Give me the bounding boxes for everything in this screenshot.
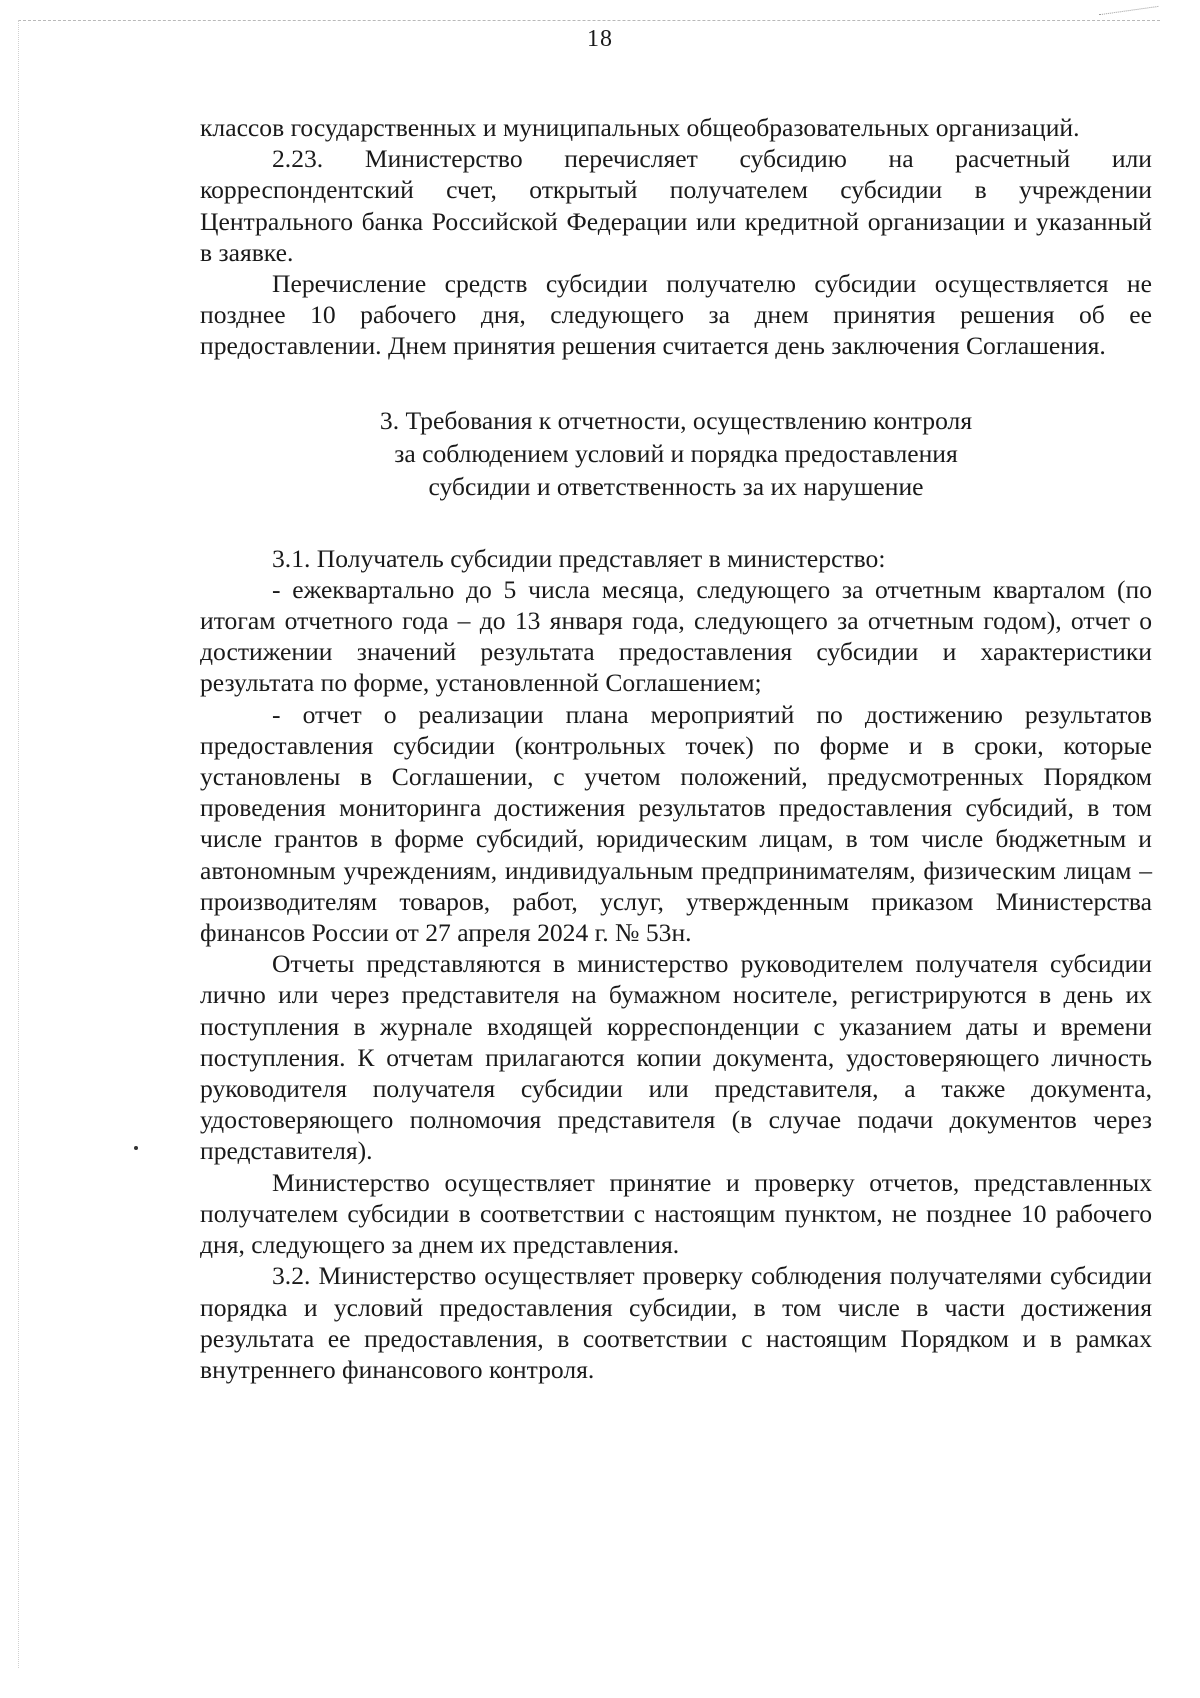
paragraph-report-submission: Отчеты представляются в министерство руководителем получателя субсидии лично или через представителя на бумажном носителе, регистрируются в день их поступления в журнале входящей корреспонденции с указанием даты и времени поступления. К отчетам прилагаются копии документа, удостоверяющего личность руководителя получателя субсидии или представителя, а также документа, удостоверяющего полномочия представителя (в случае подачи документов через представителя). — [200, 949, 1152, 1166]
paragraph-quarterly-report: - ежеквартально до 5 числа месяца, следующего за отчетным кварталом (по итогам отчетного года – до 13 января года, следующего за отчетным годом), отчет о достижении значений результата предоставления субсидии и характеристики результата по форме, установленной Соглашением; — [200, 574, 1152, 698]
page-number: 18 — [587, 26, 613, 52]
paragraph-report-review: Министерство осуществляет принятие и проверку отчетов, представленных получателем субсидии в соответствии с настоящим пунктом, не позднее 10 рабочего дня, следующего за днем их представления. — [200, 1167, 1152, 1260]
paragraph-plan-report: - отчет о реализации плана мероприятий по достижению результатов предоставления субсидии (контрольных точек) по форме и в сроки, которые установлены в Соглашении, с учетом положений, предусмотренных Порядком проведения мониторинга достижения результатов предоставления субсидий, в том числе грантов в форме субсидий, юридическим лицам, в том числе бюджетным и автономным учреждениям, индивидуальным предпринимателям, физическим лицам – производителям товаров, работ, услуг, утвержденным приказом Министерства финансов России от 27 апреля 2024 г. № 53н. — [200, 699, 1152, 948]
paragraph-2-23: 2.23. Министерство перечисляет субсидию на расчетный или корреспондентский счет, открытый получателем субсидии в учреждении Центрального банка Российской Федерации или кредитной организации и указанный в заявке. — [200, 144, 1152, 267]
section-heading-line-3: субсидии и ответственность за их нарушение — [428, 471, 924, 501]
document-body — [200, 112, 1152, 1385]
scan-speck — [134, 1146, 138, 1150]
section-3-heading — [200, 404, 1152, 503]
scan-left-edge — [18, 20, 19, 1668]
section-heading-line-2: за соблюдением условий и порядка предоставления — [394, 438, 958, 468]
paragraph-continuation: классов государственных и муниципальных общеобразовательных организаций. — [200, 113, 1080, 142]
scan-top-edge — [18, 20, 1160, 21]
paragraph-transfer-deadline: Перечисление средств субсидии получателю субсидии осуществляется не позднее 10 рабочего дня, следующего за днем принятия решения об ее предоставлении. Днем принятия решения считается день заключения Соглашения. — [200, 269, 1152, 361]
paragraph-3-2: 3.2. Министерство осуществляет проверку соблюдения получателями субсидии порядка и условий предоставления субсидии, в том числе в части достижения результата ее предоставления, в соответствии с настоящим Порядком и в рамках внутреннего финансового контроля. — [200, 1261, 1152, 1384]
section-heading-line-1: 3. Требования к отчетности, осуществлению контроля — [379, 405, 973, 435]
paragraph-3-1: 3.1. Получатель субсидии представляет в министерство: — [272, 543, 886, 573]
